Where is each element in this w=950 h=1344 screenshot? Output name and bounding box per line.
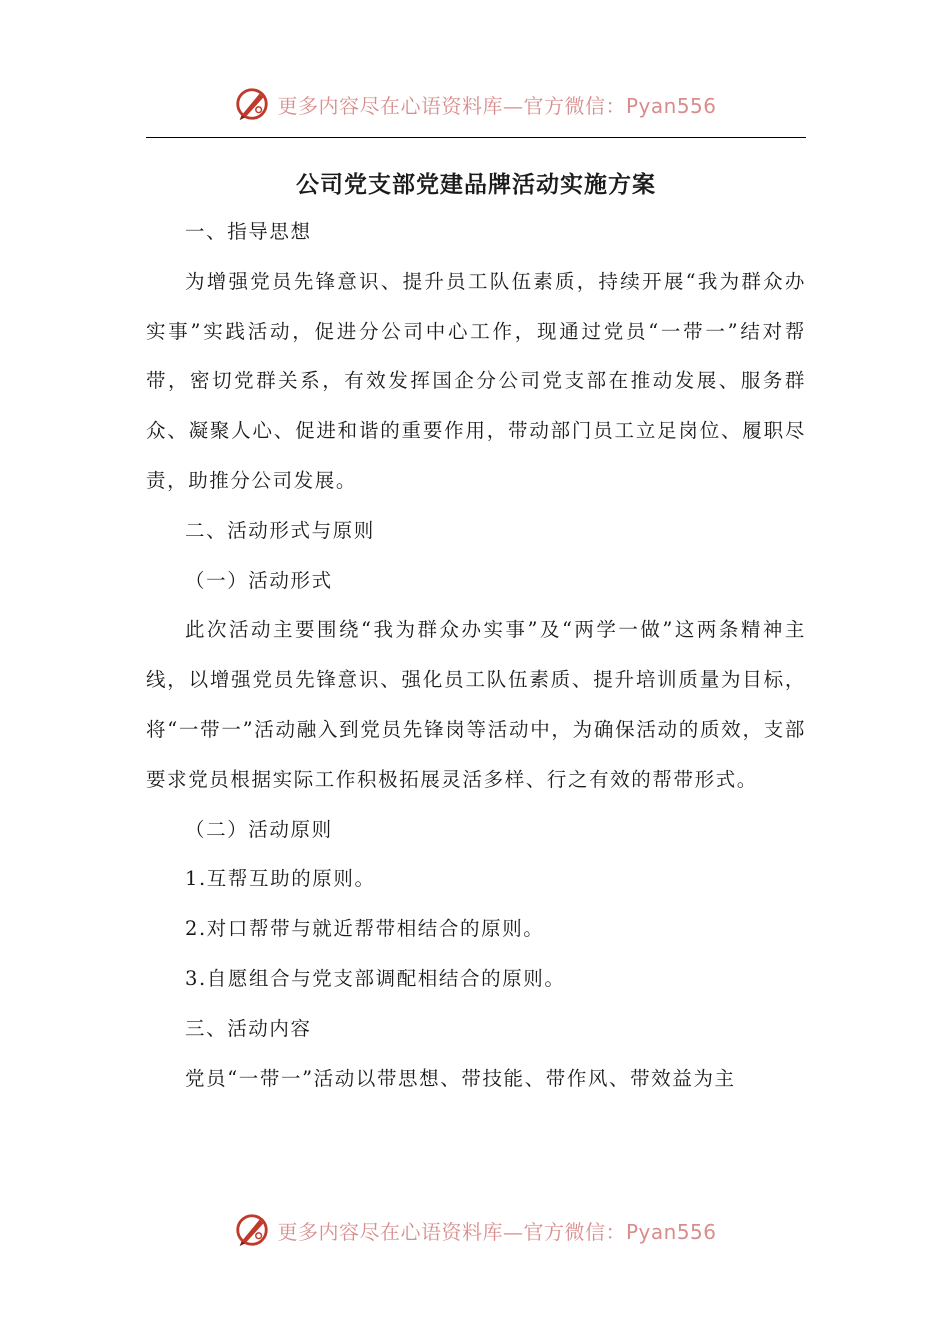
header-banner-dash: — xyxy=(502,93,524,118)
footer-banner-text xyxy=(277,1216,716,1245)
footer-banner-dash: — xyxy=(502,1219,524,1244)
section-heading-1: 一、指导思想 xyxy=(185,220,312,243)
list-item-principle-3: 3.自愿组合与党支部调配相结合的原则。 xyxy=(185,966,566,990)
header-rule xyxy=(146,137,806,138)
header-banner-main: 更多内容尽在心语资料库 xyxy=(277,93,503,118)
header-banner xyxy=(0,82,950,126)
document-body xyxy=(146,207,806,1103)
footer-banner-wechat-id: Pyan556 xyxy=(625,1219,717,1244)
paragraph-guiding-thought: 为增强党员先锋意识、提升员工队伍素质，持续开展“我为群众办实事”实践活动，促进分公司中心工作，现通过党员“一带一”结对帮带，密切党群关系，有效发挥国企分公司党支部在推动发展、服务群众、凝聚人心、促进和谐的重要作用，带动部门员工立足岗位、履职尽责，助推分公司发展。 xyxy=(146,269,806,492)
section-heading-3: 三、活动内容 xyxy=(185,1016,312,1040)
subsection-heading-2: （二）活动原则 xyxy=(185,817,333,841)
header-banner-text xyxy=(277,90,716,119)
section-heading-2: 二、活动形式与原则 xyxy=(185,518,375,542)
footer-banner-main: 更多内容尽在心语资料库 xyxy=(277,1219,503,1244)
header-banner-wechat-id: Pyan556 xyxy=(625,93,717,118)
document-title: 公司党支部党建品牌活动实施方案 xyxy=(296,171,656,198)
pen-logo-icon xyxy=(233,85,271,123)
footer-banner xyxy=(0,1208,950,1252)
paragraph-activity-content: 党员“一带一”活动以带思想、带技能、带作风、带效益为主 xyxy=(185,1066,736,1090)
list-item-principle-1: 1.互帮互助的原则。 xyxy=(185,867,376,891)
paragraph-activity-form: 此次活动主要围绕“我为群众办实事”及“两学一做”这两条精神主线，以增强党员先锋意识、强化员工队伍素质、提升培训质量为目标，将“一带一”活动融入到党员先锋岗等活动中，为确保活动的质效，支部要求党员根据实际工作积极拓展灵活多样、行之有效的帮带形式。 xyxy=(146,618,806,791)
subsection-heading-1: （一）活动形式 xyxy=(185,568,333,592)
header-banner-wechat-label: 官方微信： xyxy=(523,93,626,118)
footer-banner-wechat-label: 官方微信： xyxy=(523,1219,626,1244)
pen-logo-icon xyxy=(233,1211,271,1249)
list-item-principle-2: 2.对口帮带与就近帮带相结合的原则。 xyxy=(185,917,545,941)
